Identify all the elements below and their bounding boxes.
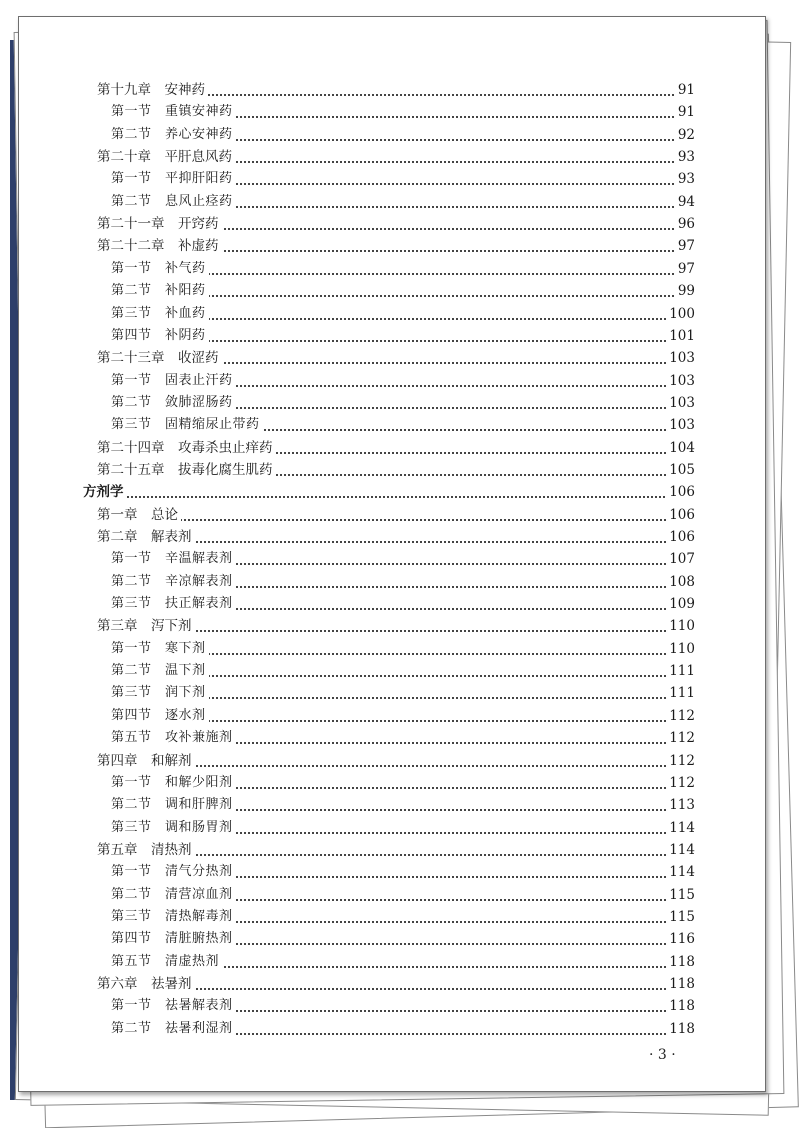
toc-entry (19, 325, 765, 347)
toc-entry-page: 114 (666, 839, 695, 861)
toc-entry-page: 116 (666, 928, 695, 950)
toc-entry-title: 第一节 寒下剂 (111, 638, 209, 660)
toc-entry-page: 107 (666, 548, 695, 570)
toc-leader-dots (129, 854, 693, 856)
toc-entry (19, 213, 765, 235)
toc-entry-page: 113 (666, 794, 695, 816)
toc-entry-title: 第二十四章 攻毒杀虫止痒药 (97, 437, 276, 459)
toc-entry (19, 392, 765, 414)
toc-entry (19, 459, 765, 481)
document-page (18, 16, 766, 1092)
toc-entry-title: 第三节 润下剂 (111, 682, 209, 704)
toc-entry (19, 638, 765, 660)
toc-entry-page: 115 (666, 906, 695, 928)
toc-entry-page: 93 (675, 146, 695, 168)
toc-leader-dots (129, 318, 693, 320)
toc-leader-dots (129, 630, 693, 632)
toc-entry-page: 114 (666, 817, 695, 839)
toc-entry-title: 第一节 和解少阳剂 (111, 772, 236, 794)
toc-entry-page: 97 (675, 235, 695, 257)
toc-leader-dots (129, 519, 693, 521)
toc-entry (19, 168, 765, 190)
toc-entry-page: 109 (666, 593, 695, 615)
toc-entry (19, 1018, 765, 1040)
toc-leader-dots (129, 273, 693, 275)
toc-leader-dots (129, 94, 693, 96)
toc-entry-page: 91 (675, 101, 695, 123)
toc-entry (19, 593, 765, 615)
toc-entry-title: 第四章 和解剂 (97, 750, 195, 772)
toc-entry-title: 第一节 清气分热剂 (111, 861, 236, 883)
toc-entry (19, 571, 765, 593)
toc-entry-page: 92 (675, 124, 695, 146)
toc-entry (19, 79, 765, 101)
toc-entry (19, 280, 765, 302)
toc-entry-title: 第二节 补阳药 (111, 280, 209, 302)
toc-entry (19, 437, 765, 459)
toc-entry-title: 第三章 泻下剂 (97, 615, 195, 637)
toc-entry-page: 100 (666, 303, 695, 325)
toc-entry (19, 817, 765, 839)
toc-entry (19, 526, 765, 548)
toc-entry (19, 682, 765, 704)
toc-entry (19, 660, 765, 682)
toc-leader-dots (129, 697, 693, 699)
toc-entry-title: 第三节 固精缩尿止带药 (111, 414, 263, 436)
toc-entry-page: 103 (666, 392, 695, 414)
toc-entry-title: 第五节 清虚热剂 (111, 951, 222, 973)
toc-entry (19, 839, 765, 861)
toc-entry-page: 106 (666, 526, 695, 548)
toc-entry-page: 99 (675, 280, 695, 302)
toc-entry-page: 103 (666, 414, 695, 436)
toc-entry (19, 191, 765, 213)
toc-entry (19, 548, 765, 570)
toc-entry-title: 第二节 调和肝脾剂 (111, 794, 236, 816)
toc-entry (19, 481, 765, 503)
toc-entry (19, 906, 765, 928)
toc-entry-page: 114 (666, 861, 695, 883)
toc-entry (19, 705, 765, 727)
toc-entry-title: 第三节 扶正解表剂 (111, 593, 236, 615)
toc-entry-title: 第一节 固表止汗药 (111, 370, 236, 392)
toc-entry-title: 第二节 敛肺涩肠药 (111, 392, 236, 414)
toc-entry-title: 第二节 祛暑利湿剂 (111, 1018, 236, 1040)
toc-entry-title: 第三节 补血药 (111, 303, 209, 325)
toc-entry-page: 94 (675, 191, 695, 213)
toc-entry-page: 118 (666, 973, 695, 995)
toc-entry-title: 第四节 逐水剂 (111, 705, 209, 727)
toc-entry-page: 106 (666, 504, 695, 526)
toc-leader-dots (129, 765, 693, 767)
toc-entry-title: 第二节 养心安神药 (111, 124, 236, 146)
toc-entry (19, 951, 765, 973)
toc-entry-page: 105 (666, 459, 695, 481)
toc-entry-page: 112 (666, 727, 695, 749)
toc-entry-title: 第十九章 安神药 (97, 79, 208, 101)
toc-entry-page: 112 (666, 705, 695, 727)
toc-entry-title: 第二节 辛凉解表剂 (111, 571, 236, 593)
toc-entry-title: 第一节 重镇安神药 (111, 101, 236, 123)
toc-leader-dots (129, 541, 693, 543)
toc-entry (19, 101, 765, 123)
toc-entry-title: 第二节 息风止痉药 (111, 191, 236, 213)
toc-entry-title: 第二十五章 拔毒化腐生肌药 (97, 459, 276, 481)
toc-entry-page: 111 (666, 660, 695, 682)
toc-entry (19, 750, 765, 772)
toc-entry (19, 727, 765, 749)
toc-entry-title: 第一节 祛暑解表剂 (111, 995, 236, 1017)
toc-entry-page: 101 (666, 325, 695, 347)
toc-entry-title: 第四节 补阴药 (111, 325, 209, 347)
toc-entry-title: 第二十一章 开窍药 (97, 213, 222, 235)
toc-entry (19, 370, 765, 392)
toc-entry-page: 103 (666, 370, 695, 392)
toc-entry-title: 第一节 平抑肝阳药 (111, 168, 236, 190)
toc-entry (19, 884, 765, 906)
toc-entry-page: 118 (666, 951, 695, 973)
toc-entry-page: 111 (666, 682, 695, 704)
toc-entry-title: 第二十章 平肝息风药 (97, 146, 235, 168)
toc-entry (19, 146, 765, 168)
toc-leader-dots (119, 496, 693, 498)
toc-entry-title: 第二节 温下剂 (111, 660, 209, 682)
toc-entry (19, 235, 765, 257)
page-number: · 3 · (649, 1047, 676, 1063)
toc-entry-title: 第五章 清热剂 (97, 839, 195, 861)
toc-entry-page: 104 (666, 437, 695, 459)
toc-entry-title: 第二十二章 补虚药 (97, 235, 222, 257)
toc-entry-page: 118 (666, 995, 695, 1017)
toc-entry (19, 995, 765, 1017)
toc-entry-title: 方剂学 (83, 481, 127, 503)
toc-leader-dots (129, 340, 693, 342)
table-of-contents (19, 17, 765, 1091)
toc-entry (19, 861, 765, 883)
toc-entry-page: 112 (666, 750, 695, 772)
toc-entry (19, 124, 765, 146)
toc-entry-title: 第六章 祛暑剂 (97, 973, 195, 995)
toc-entry (19, 973, 765, 995)
toc-entry (19, 303, 765, 325)
toc-entry-title: 第一节 辛温解表剂 (111, 548, 236, 570)
toc-entry (19, 794, 765, 816)
toc-entry-page: 118 (666, 1018, 695, 1040)
toc-entry (19, 258, 765, 280)
toc-leader-dots (129, 295, 693, 297)
toc-entry-title: 第二节 清营凉血剂 (111, 884, 236, 906)
toc-entry-title: 第三节 清热解毒剂 (111, 906, 236, 928)
toc-entry-page: 108 (666, 571, 695, 593)
toc-entry-title: 第四节 清脏腑热剂 (111, 928, 236, 950)
toc-leader-dots (129, 988, 693, 990)
toc-entry (19, 772, 765, 794)
toc-entry-title: 第三节 调和肠胃剂 (111, 817, 236, 839)
toc-leader-dots (129, 720, 693, 722)
toc-entry-page: 103 (666, 347, 695, 369)
toc-entry-page: 93 (675, 168, 695, 190)
toc-entry (19, 414, 765, 436)
toc-entry-page: 115 (666, 884, 695, 906)
toc-entry (19, 347, 765, 369)
toc-entry (19, 928, 765, 950)
toc-leader-dots (129, 653, 693, 655)
toc-entry-title: 第一节 补气药 (111, 258, 209, 280)
toc-entry-page: 106 (666, 481, 695, 503)
toc-entry-title: 第一章 总论 (97, 504, 181, 526)
toc-entry-page: 91 (675, 79, 695, 101)
toc-entry-page: 110 (666, 638, 695, 660)
toc-entry-page: 110 (666, 615, 695, 637)
toc-leader-dots (129, 675, 693, 677)
toc-entry-title: 第二章 解表剂 (97, 526, 195, 548)
toc-entry-title: 第二十三章 收涩药 (97, 347, 222, 369)
toc-entry-page: 96 (675, 213, 695, 235)
toc-entry (19, 504, 765, 526)
toc-entry-page: 97 (675, 258, 695, 280)
toc-entry-title: 第五节 攻补兼施剂 (111, 727, 236, 749)
toc-entry-page: 112 (666, 772, 695, 794)
toc-entry (19, 615, 765, 637)
